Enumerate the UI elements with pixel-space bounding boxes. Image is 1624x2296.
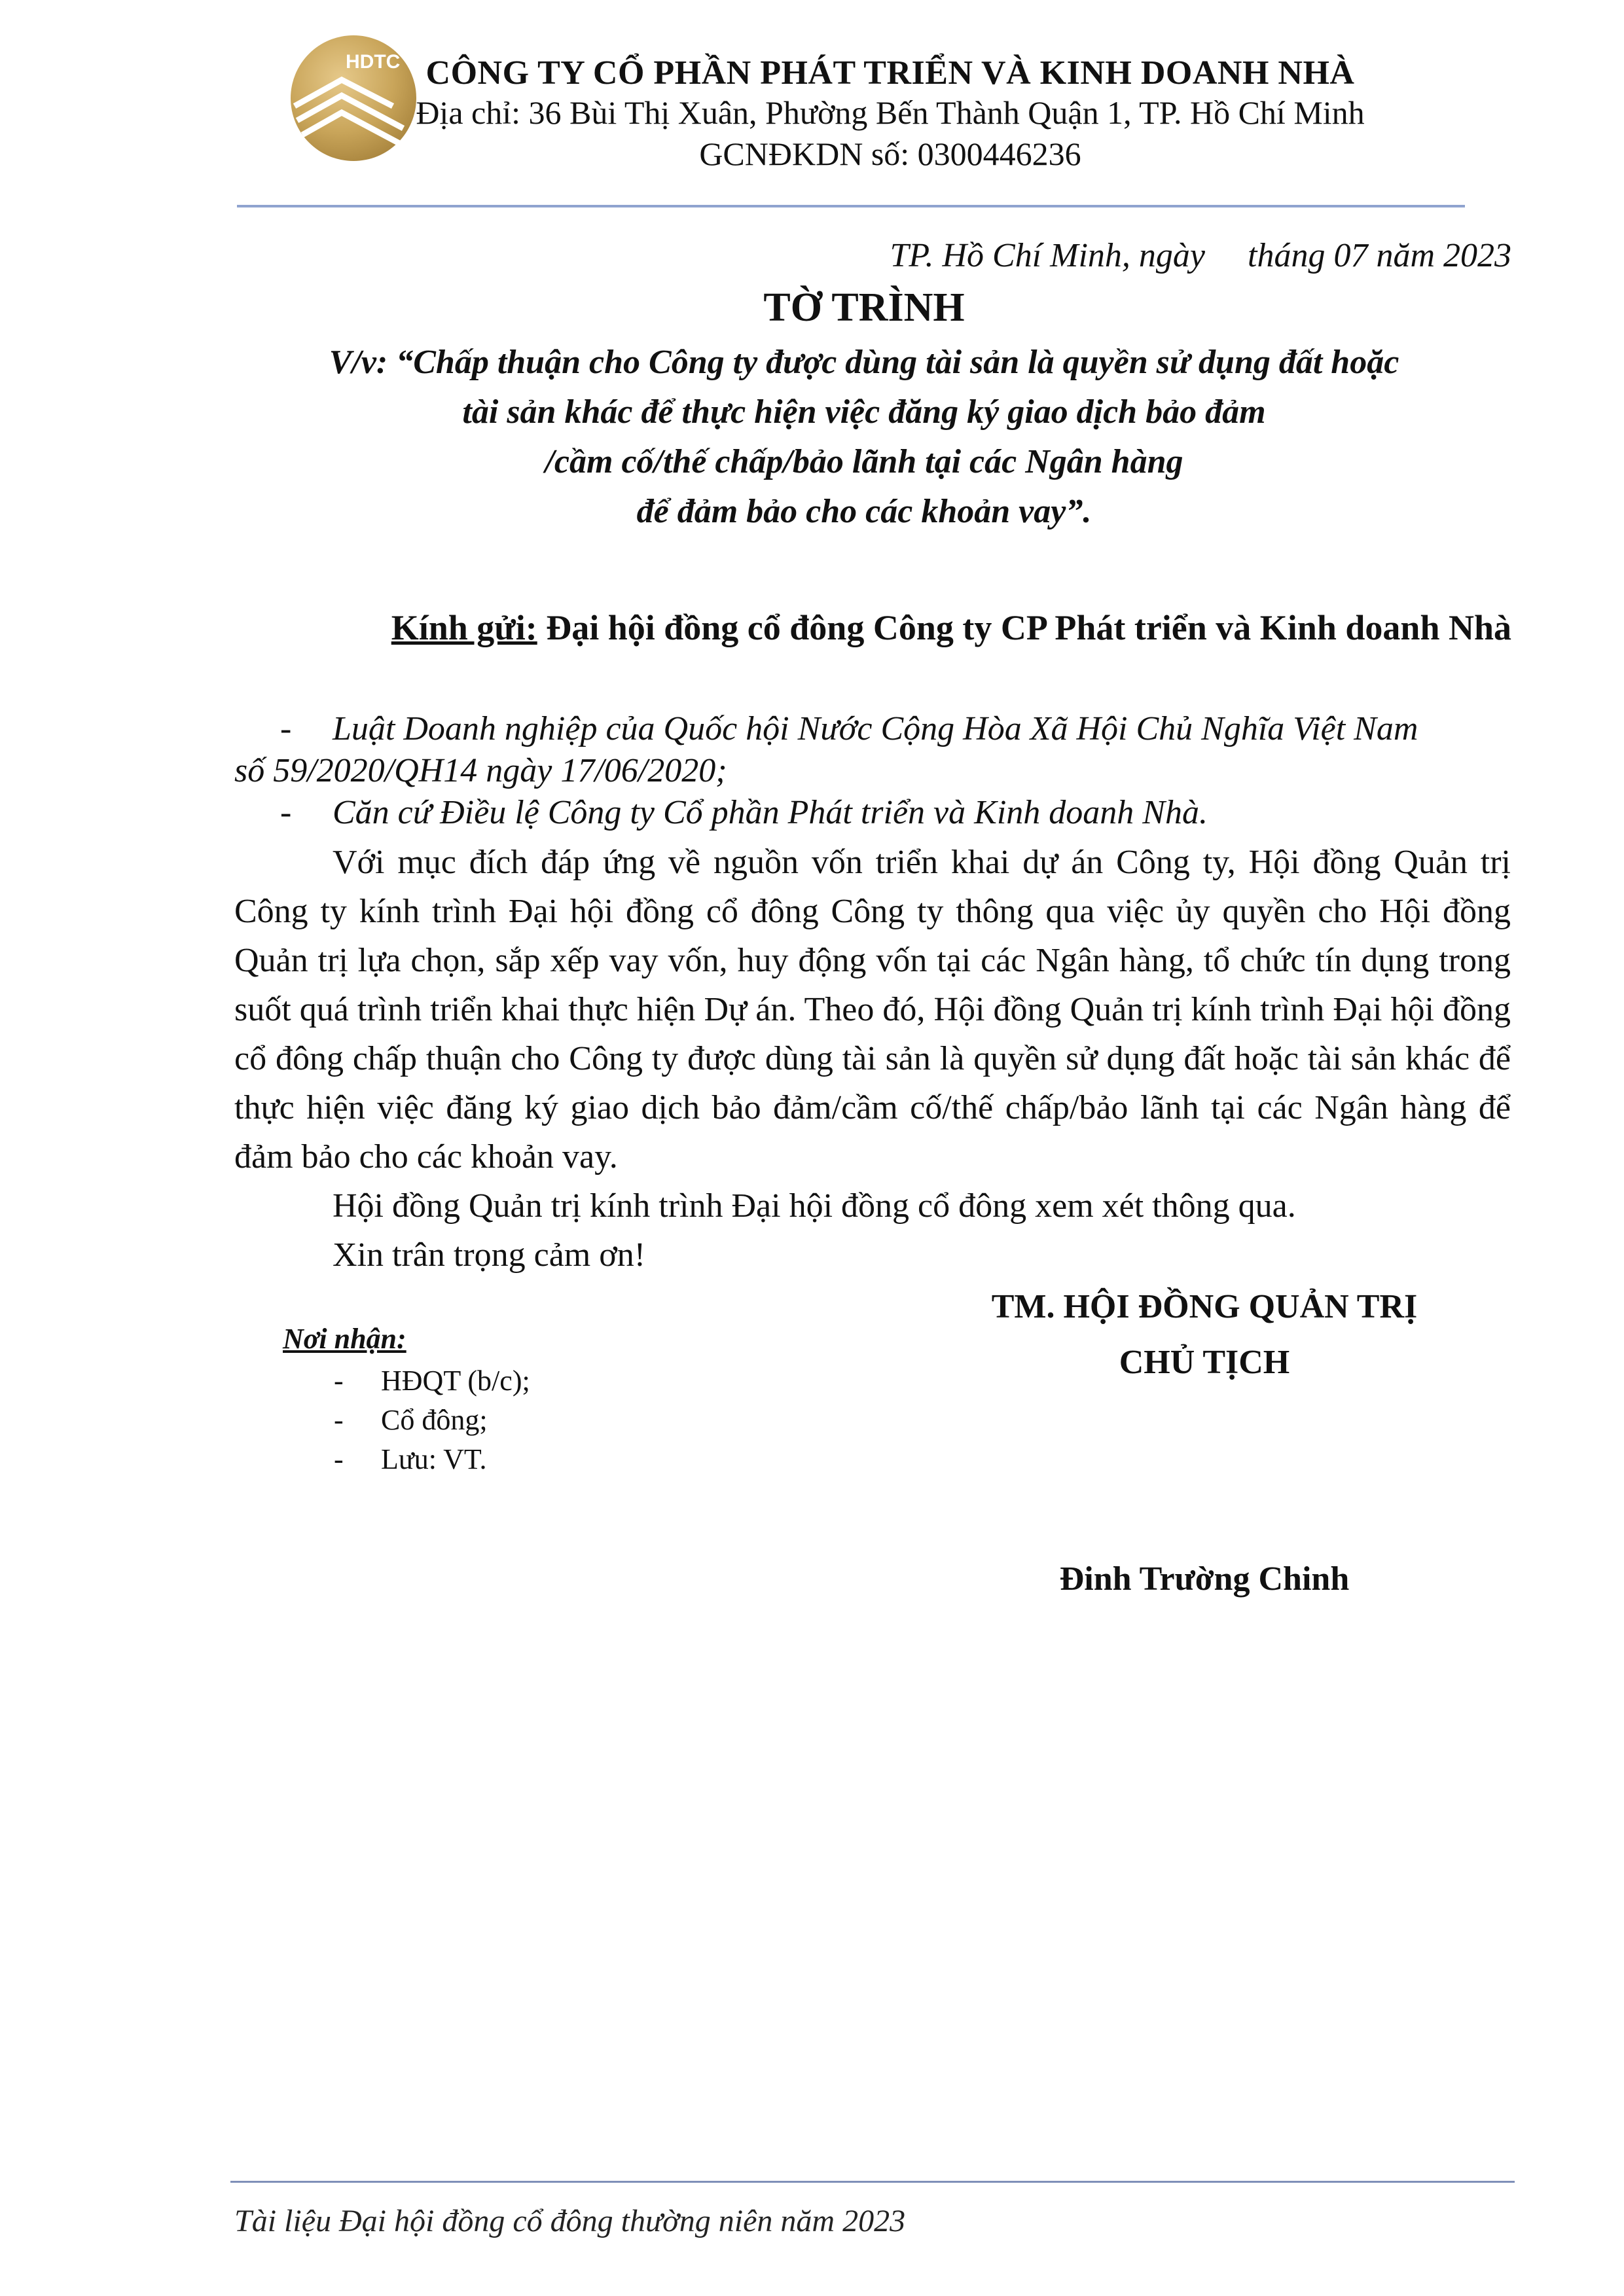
recipient-text: HĐQT (b/c); — [381, 1365, 530, 1397]
subject-line: tài sản khác để thực hiện việc đăng ký giao dịch bảo đảm — [462, 393, 1266, 431]
document-title: TỜ TRÌNH — [763, 285, 965, 330]
recipient-item — [283, 1440, 530, 1479]
body-paragraph: Hội đồng Quản trị kính trình Đại hội đồng cổ đông xem xét thông qua. — [333, 1187, 1296, 1225]
subject — [242, 338, 1486, 537]
basis-item — [234, 792, 1511, 834]
date-line: TP. Hồ Chí Minh, ngày tháng 07 năm 2023 — [890, 237, 1511, 274]
recipient-text: Cổ đông; — [381, 1404, 488, 1436]
recipient-text: Lưu: VT. — [381, 1443, 487, 1475]
addressee — [391, 605, 1511, 651]
basis-text-continued: số 59/2020/QH14 ngày 17/06/2020; — [234, 752, 727, 789]
subject-line: để đảm bảo cho các khoản vay”. — [636, 493, 1092, 530]
company-address: Địa chỉ: 36 Bùi Thị Xuân, Phường Bến Thành Quận 1, TP. Hồ Chí Minh — [416, 94, 1365, 131]
recipients-heading: Nơi nhận: — [283, 1323, 406, 1355]
header-divider — [237, 205, 1465, 207]
bullet-dash: - — [334, 1443, 344, 1475]
company-registration: GCNĐKDN số: 0300446236 — [699, 135, 1081, 172]
recipient-item — [283, 1401, 530, 1440]
subject-line: /cầm cố/thế chấp/bảo lãnh tại các Ngân hàng — [545, 443, 1183, 480]
bullet-dash: - — [334, 1404, 344, 1436]
bullet-dash: - — [334, 1365, 344, 1397]
footer-text: Tài liệu Đại hội đồng cổ đông thường niên năm 2023 — [234, 2204, 906, 2238]
footer-divider — [230, 2181, 1515, 2183]
addressee-text: Đại hội đồng cổ đông Công ty CP Phát triển và Kinh doanh Nhà — [537, 608, 1511, 647]
body-text — [234, 838, 1511, 1280]
basis-text: Luật Doanh nghiệp của Quốc hội Nước Cộng Hòa Xã Hội Chủ Nghĩa Việt Nam — [333, 710, 1418, 747]
signature-title: CHỦ TỊCH — [1119, 1344, 1290, 1381]
subject-line: V/v: “Chấp thuận cho Công ty được dùng tài sản là quyền sử dụng đất hoặc — [329, 344, 1399, 381]
recipients — [283, 1319, 530, 1479]
logo-text: HDTC — [346, 51, 401, 73]
bullet-dash: - — [280, 710, 292, 747]
basis-text: Căn cứ Điều lệ Công ty Cổ phần Phát triển và Kinh doanh Nhà. — [333, 794, 1208, 831]
signatory-name: Đinh Trường Chinh — [1059, 1560, 1350, 1598]
recipient-item — [283, 1361, 530, 1401]
addressee-label: Kính gửi: — [391, 608, 537, 647]
body-paragraph: Với mục đích đáp ứng về nguồn vốn triển khai dự án Công ty, Hội đồng Quản trị Công ty kính trình Đại hội đồng cổ đông Công ty thông qua việc ủy quyền cho Hội đồng Quản trị lựa chọn, sắp xếp vay vốn, huy động vốn tại các Ngân hàng, tổ chức tín dụng trong suốt quá trình triển khai thực hiện Dự án. Theo đó, Hội đồng Quản trị kính trình Đại hội đồng cổ đông chấp thuận cho Công ty được dùng tài sản là quyền sử dụng đất hoặc tài sản khác để thực hiện việc đăng ký giao dịch bảo đảm/cầm cố/thế chấp/bảo lãnh tại các Ngân hàng để đảm bảo cho các khoản vay. — [234, 844, 1511, 1175]
body-paragraph: Xin trân trọng cảm ơn! — [333, 1236, 646, 1274]
legal-basis — [234, 708, 1511, 834]
company-name: CÔNG TY CỔ PHẦN PHÁT TRIỂN VÀ KINH DOANH NHÀ — [425, 54, 1355, 92]
signature-organization: TM. HỘI ĐỒNG QUẢN TRỊ — [991, 1288, 1418, 1325]
bullet-dash: - — [280, 794, 292, 831]
basis-item — [234, 708, 1511, 792]
